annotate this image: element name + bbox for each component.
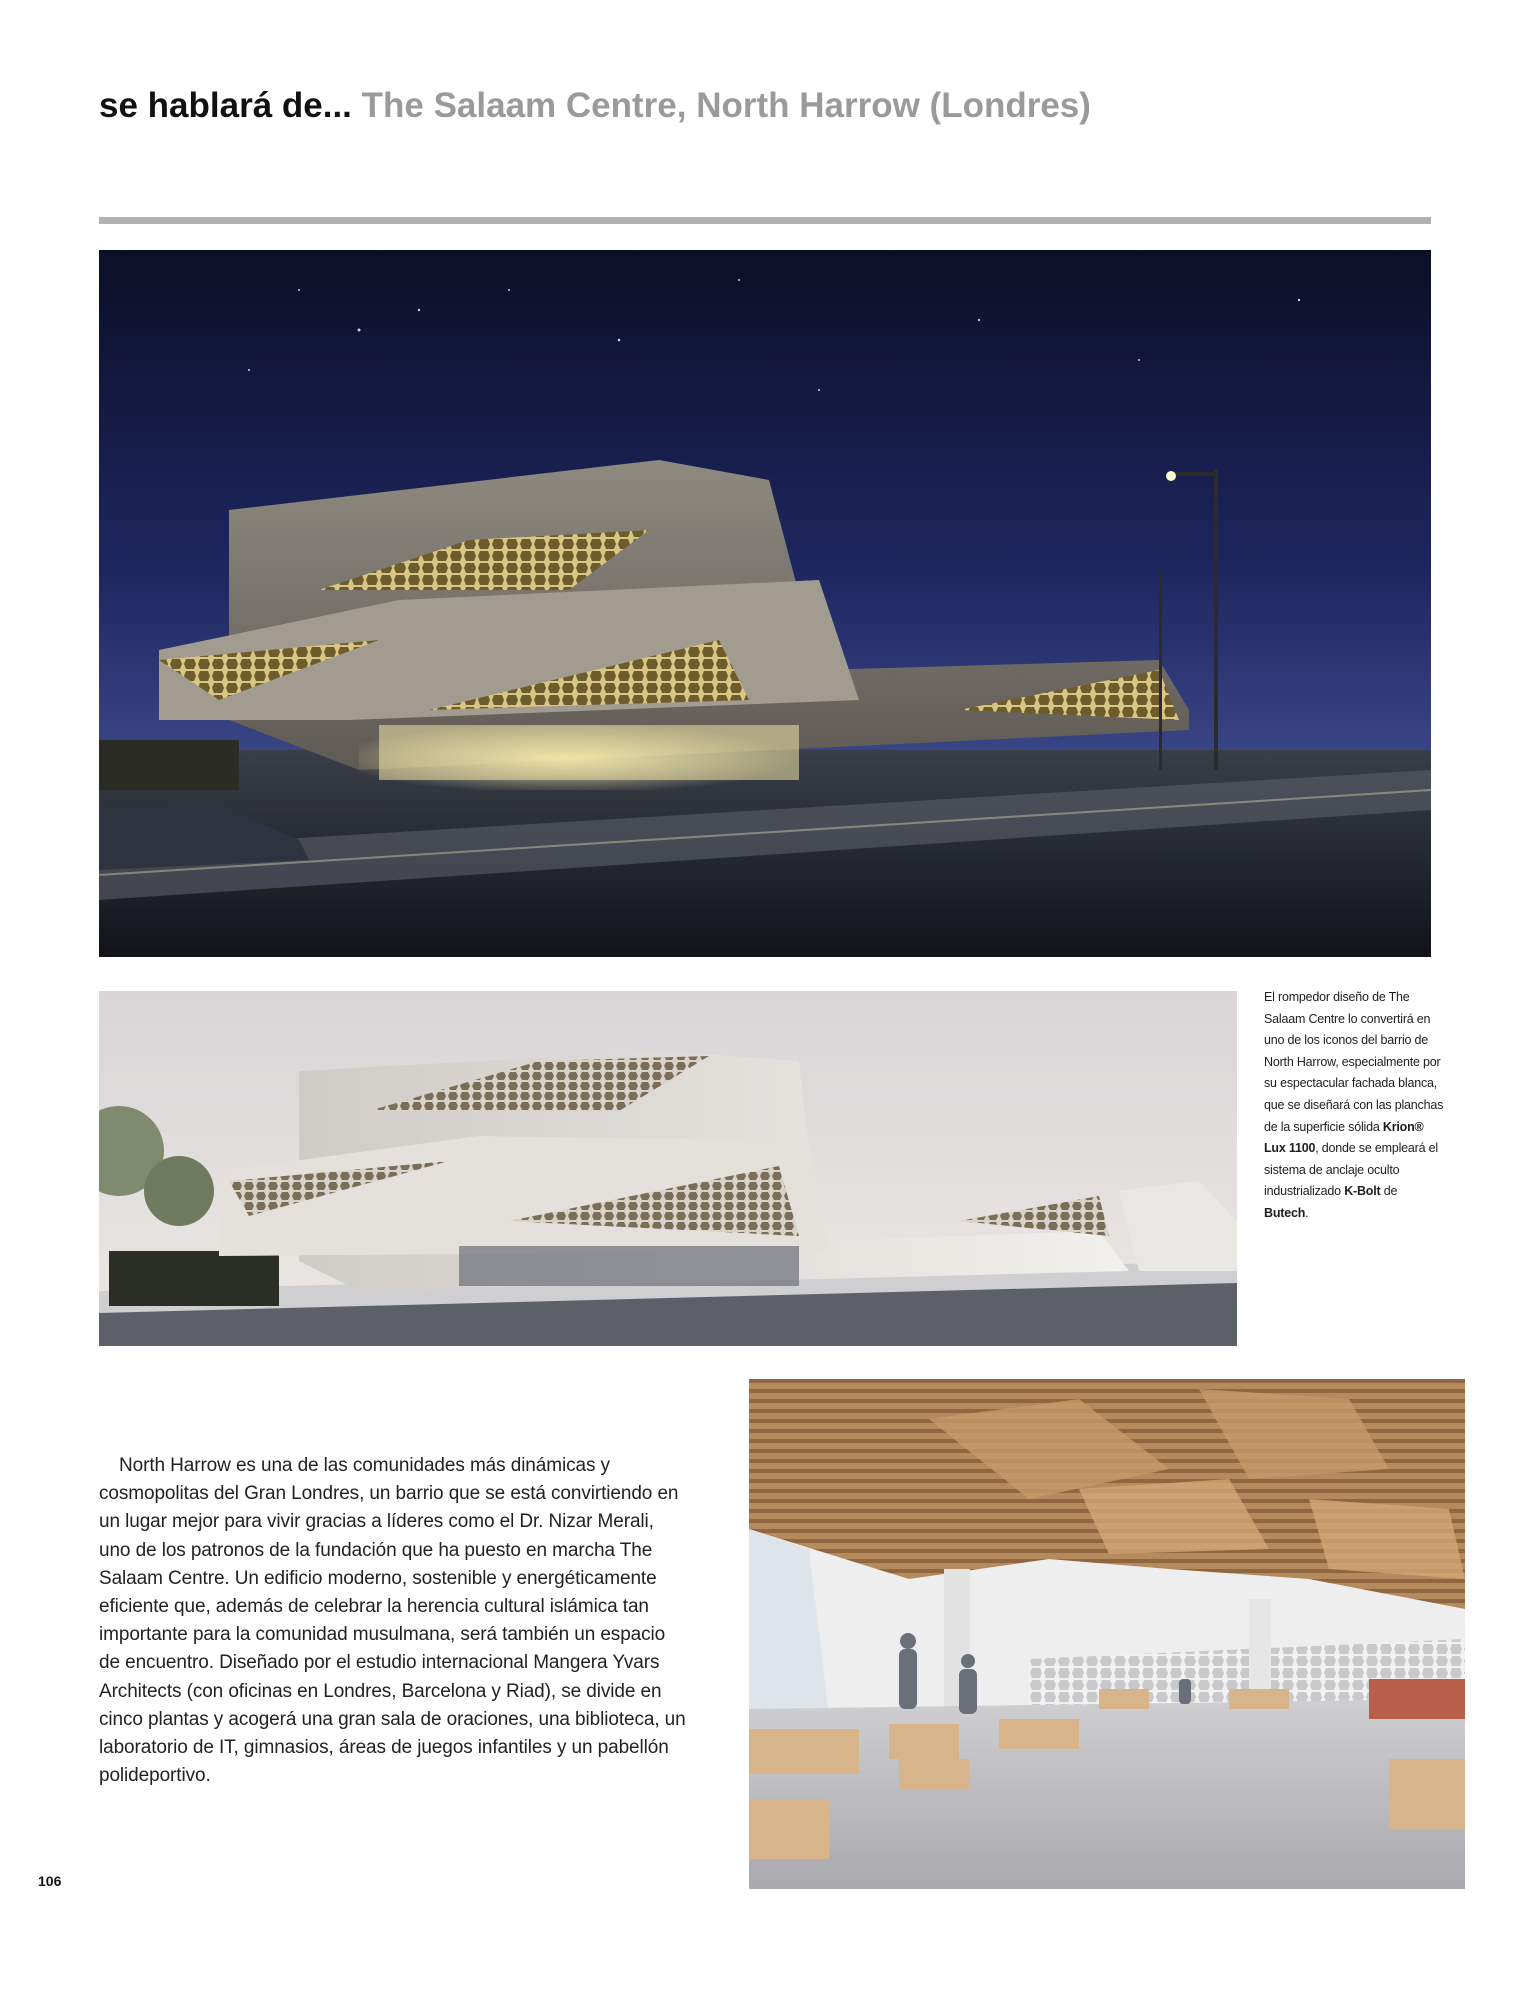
header-lead: se hablará de... — [99, 86, 352, 125]
interior-rendering — [749, 1379, 1465, 1889]
caption-product-kbolt: K-Bolt — [1344, 1184, 1381, 1199]
header-divider — [99, 217, 1431, 224]
caption-text: de — [1380, 1184, 1398, 1199]
page-header — [99, 86, 1091, 126]
night-exterior-rendering — [99, 250, 1431, 957]
page-number: 106 — [38, 1873, 62, 1889]
caption-product-krion: Krion® Lux 1100 — [1264, 1119, 1424, 1156]
caption-text: . — [1305, 1205, 1309, 1220]
day-exterior-rendering — [99, 991, 1237, 1346]
caption-text: El rompedor diseño de The Salaam Centre lo convertirá en uno de los iconos del barrio de North Harrow, especialmente por su espectacular fachada blanca, que se diseñará con las planchas de la superficie sólida — [1264, 990, 1444, 1134]
header-subject: The Salaam Centre, North Harrow (Londres) — [361, 86, 1091, 125]
article-body: North Harrow es una de las comunidades más dinámicas y cosmopolitas del Gran Londres, un barrio que se está convirtiendo en un lugar mejor para vivir gracias a líderes como el Dr. Nizar Merali, uno de los patronos de la fundación que ha puesto en marcha The Salaam Centre. Un edificio moderno, sostenible y energéticamente eficiente que, además de celebrar la herencia cultural islámica tan importante para la comunidad musulmana, será también un espacio de encuentro. Diseñado por el estudio internacional Mangera Yvars Architects (con oficinas en Londres, Barcelona y Riad), se divide en cinco plantas y acogerá una gran sala de oraciones, una biblioteca, un laboratorio de IT, gimnasios, áreas de juegos infantiles y un pabellón polideportivo. — [99, 1455, 686, 1787]
caption-text: , donde se empleará el sistema de anclaje oculto industrializado — [1264, 1141, 1438, 1199]
image-caption — [1264, 987, 1444, 1225]
caption-brand-butech: Butech — [1264, 1205, 1306, 1220]
